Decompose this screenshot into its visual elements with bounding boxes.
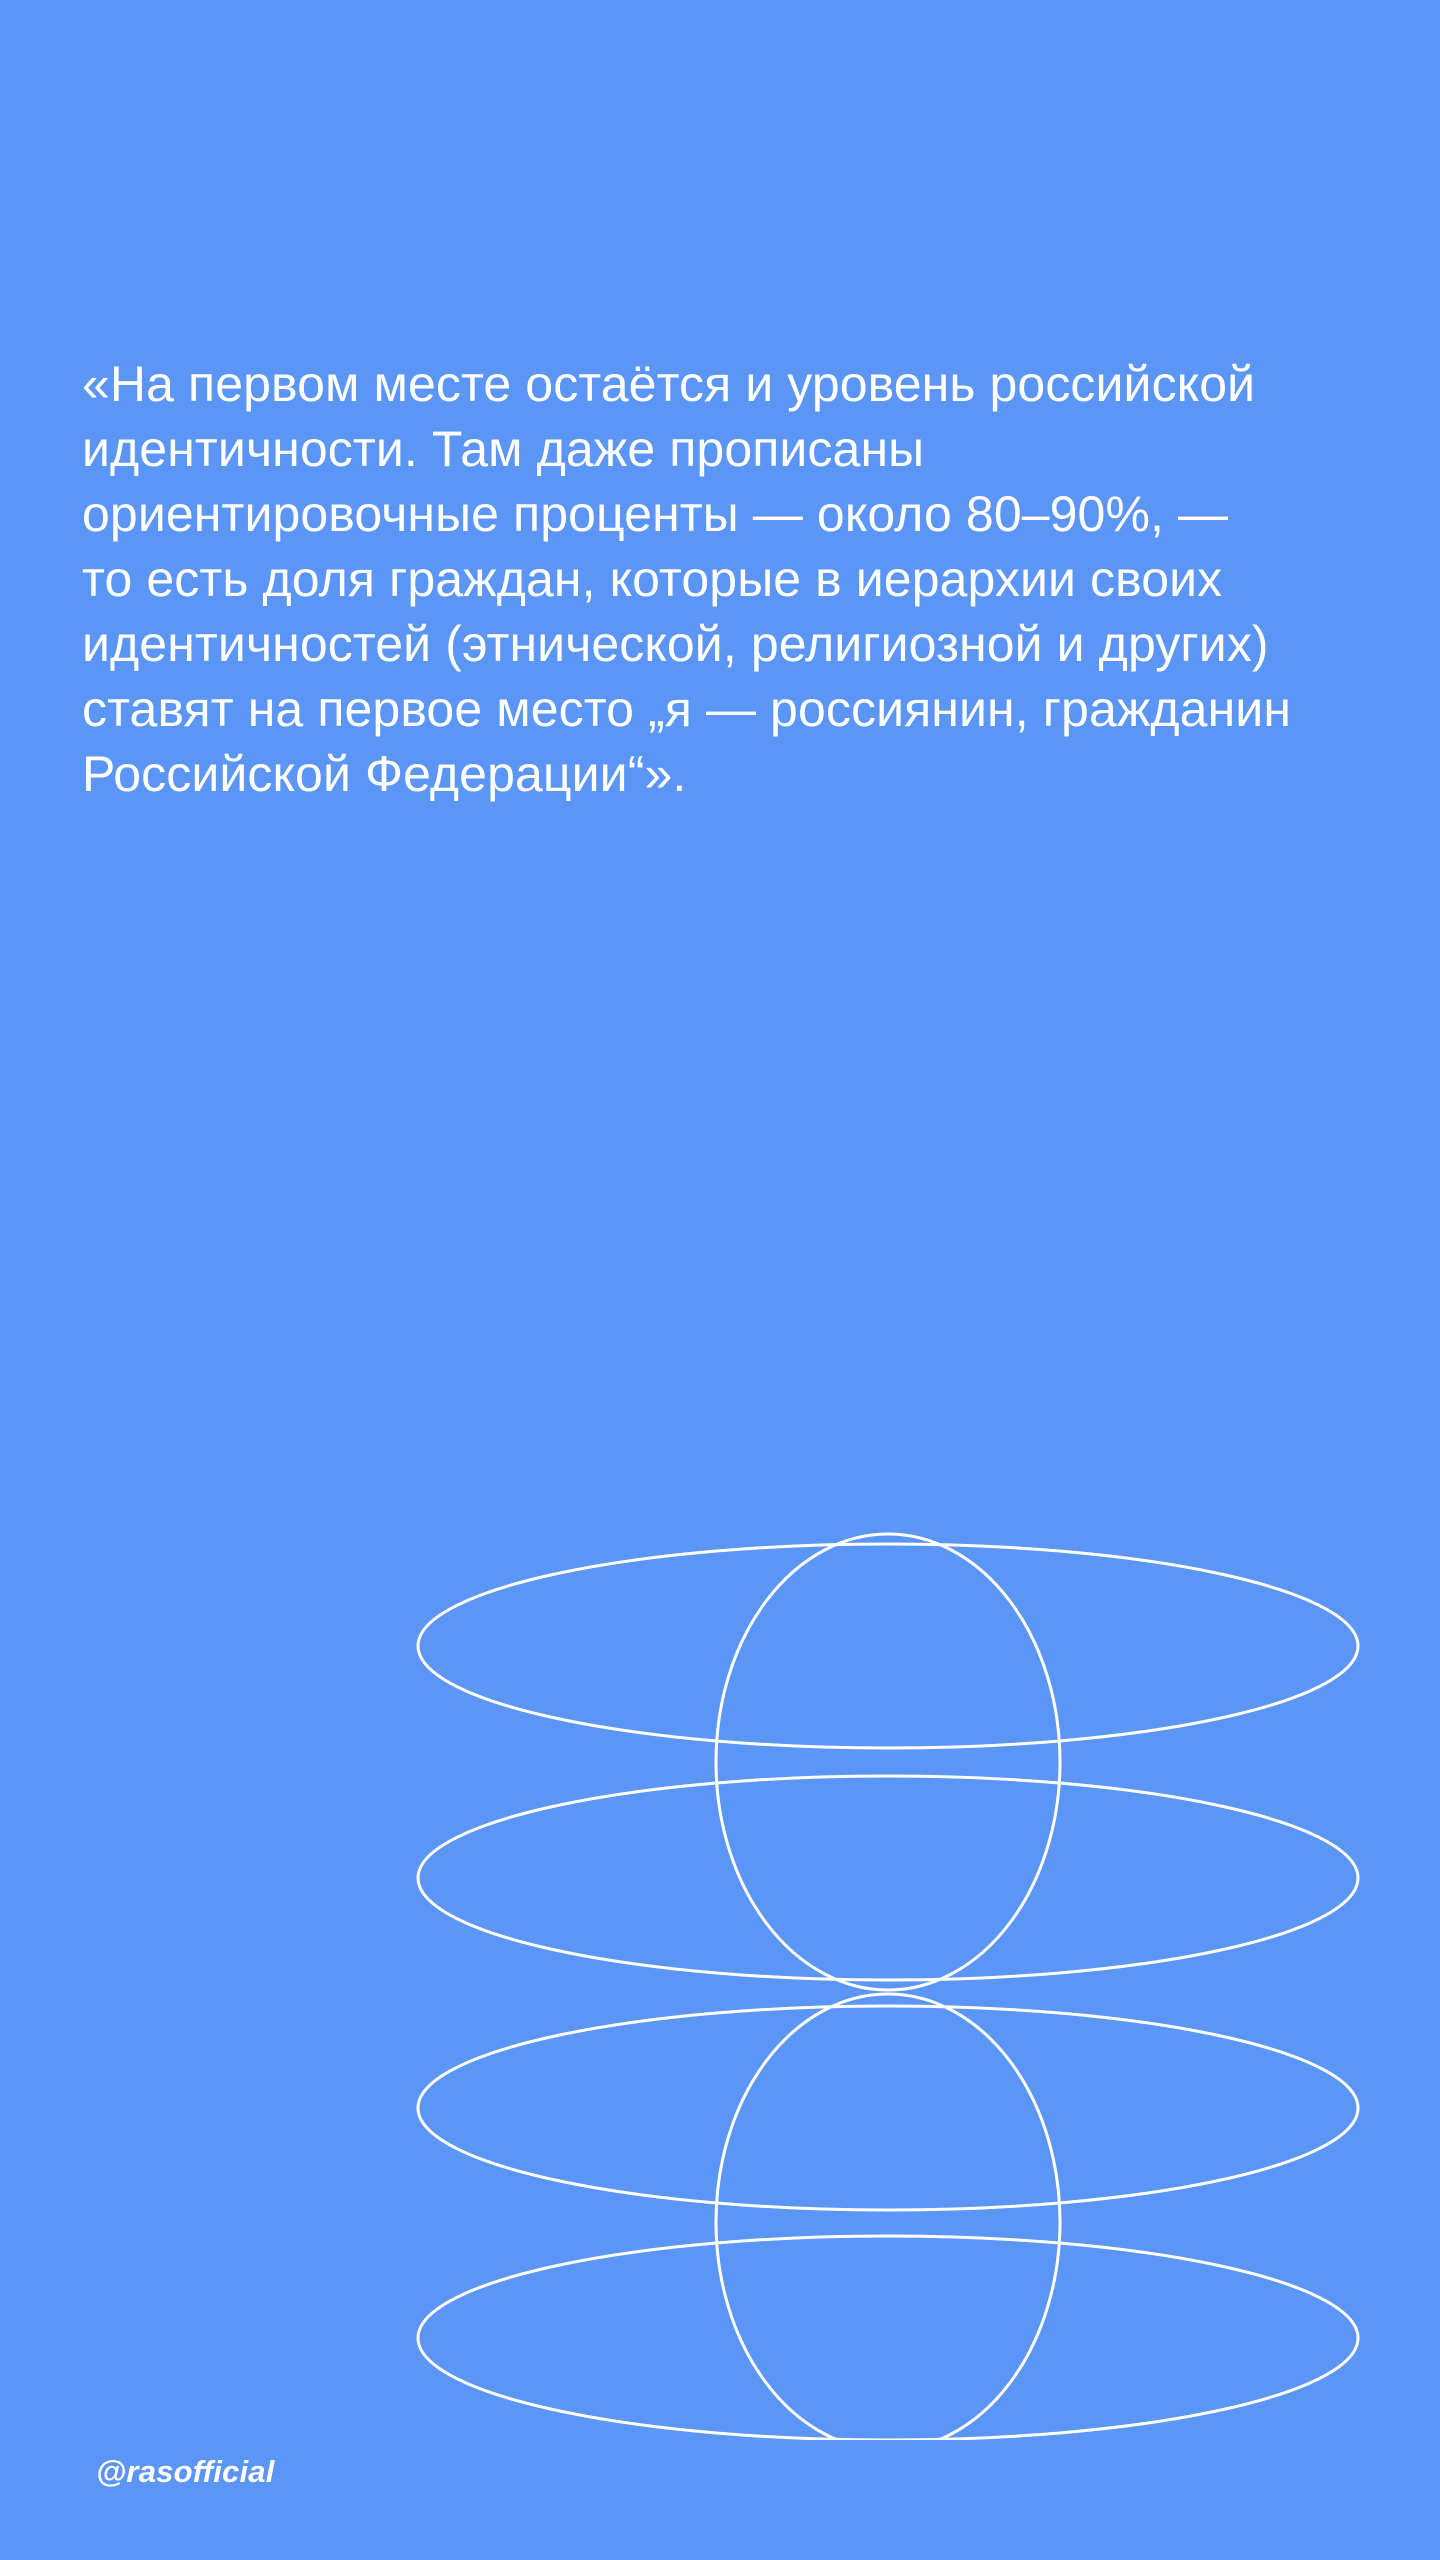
ellipse-vertical-upper	[716, 1534, 1060, 1990]
quote-text: «На первом месте остаётся и уровень российской идентичности. Там даже прописаны ориентировочные проценты — около 80–90%, — то есть доля граждан, которые в иерархии своих идентичностей (этнической, религиозной и других) ставят на первое место „я — россиянин, гражданин Российской Федерации“».	[82, 356, 1306, 802]
ellipse-horizontal-2	[418, 1776, 1358, 1980]
quote-block	[82, 352, 1306, 807]
ellipse-horizontal-1	[418, 1544, 1358, 1748]
stacked-ellipses-graphic	[0, 1480, 1440, 2440]
ellipse-horizontal-3	[418, 2006, 1358, 2210]
ellipse-vertical-lower	[716, 1994, 1060, 2440]
account-handle: @rasofficial	[96, 2454, 275, 2489]
ellipse-horizontal-4	[418, 2236, 1358, 2440]
